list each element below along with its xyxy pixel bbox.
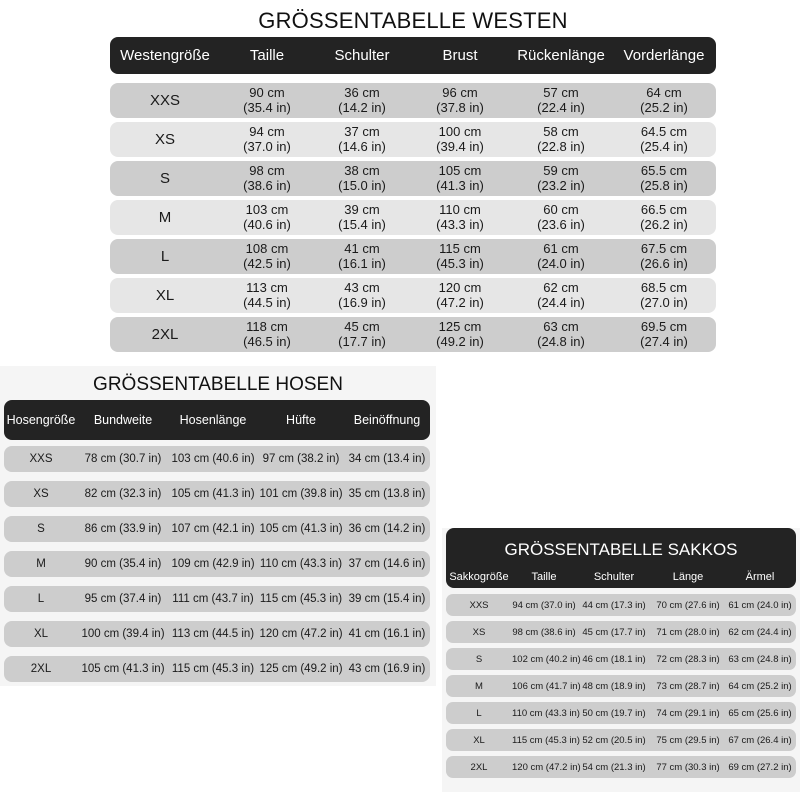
hosen-cell: 113 cm (44.5 in) <box>171 628 255 640</box>
hosen-size-table <box>0 366 436 686</box>
westen-cell <box>510 86 612 116</box>
hosen-cell: 110 cm (43.3 in) <box>259 558 343 570</box>
westen-title: GRÖSSENTABELLE WESTEN <box>258 8 568 33</box>
value-cm: 69.5 cm <box>640 318 688 334</box>
hosen-cell: 82 cm (32.3 in) <box>84 488 162 500</box>
value-in: (23.6 in) <box>537 216 585 232</box>
sakkos-cell: 64 cm (25.2 in) <box>728 680 792 692</box>
value-in: (40.6 in) <box>243 216 291 232</box>
westen-header-cell: Brust <box>442 47 478 64</box>
value-in: (39.4 in) <box>436 138 484 154</box>
sakkos-cell: 61 cm (24.0 in) <box>728 599 792 611</box>
sakkos-header-cell: Länge <box>672 571 704 583</box>
hosen-header-cell: Hosenlänge <box>179 413 247 427</box>
size-label: XL <box>473 734 485 746</box>
size-label: M <box>36 558 46 570</box>
value-in: (37.8 in) <box>436 99 484 115</box>
value-cm: 100 cm <box>438 123 482 139</box>
value-in: (22.4 in) <box>537 99 585 115</box>
sakkos-row <box>446 675 796 697</box>
value-in: (27.4 in) <box>640 333 688 349</box>
sakkos-cell: 65 cm (25.6 in) <box>728 707 792 719</box>
hosen-cell: 35 cm (13.8 in) <box>348 488 426 500</box>
hosen-cell: 111 cm (43.7 in) <box>172 593 254 605</box>
westen-cell <box>220 86 314 116</box>
sakkos-cell: 77 cm (30.3 in) <box>656 761 720 773</box>
sakkos-cell: 71 cm (28.0 in) <box>656 626 720 638</box>
value-cm: 118 cm <box>246 318 288 334</box>
westen-row <box>110 122 716 157</box>
value-cm: 59 cm <box>543 162 579 178</box>
value-in: (15.0 in) <box>338 177 386 193</box>
westen-cell <box>220 164 314 194</box>
sakkos-cell: 46 cm (18.1 in) <box>582 653 646 665</box>
value-in: (49.2 in) <box>436 333 484 349</box>
value-cm: 37 cm <box>344 123 380 139</box>
hosen-header-cell: Beinöffnung <box>353 413 421 427</box>
hosen-cell: 115 cm (45.3 in) <box>171 663 255 675</box>
value-cm: 62 cm <box>543 279 579 295</box>
westen-cell <box>314 203 410 233</box>
westen-header-cell: Rückenlänge <box>517 47 605 64</box>
size-label: S <box>37 523 45 535</box>
value-cm: 61 cm <box>543 240 579 256</box>
sakkos-cell: 94 cm (37.0 in) <box>512 599 576 611</box>
hosen-cell: 100 cm (39.4 in) <box>81 628 165 640</box>
sakkos-cell: 102 cm (40.2 in) <box>512 653 581 665</box>
value-cm: 57 cm <box>543 84 579 100</box>
sakkos-header-row <box>446 566 796 588</box>
sakkos-row <box>446 648 796 670</box>
value-cm: 90 cm <box>249 84 285 100</box>
value-in: (45.3 in) <box>436 255 484 271</box>
sakkos-cell: 106 cm (41.7 in) <box>512 680 581 692</box>
westen-cell <box>612 164 716 194</box>
value-in: (43.3 in) <box>436 216 484 232</box>
value-cm: 67.5 cm <box>640 240 688 256</box>
size-label: XL <box>155 287 175 304</box>
hosen-cell: 101 cm (39.8 in) <box>259 488 343 500</box>
westen-cell <box>220 320 314 350</box>
westen-cell <box>612 242 716 272</box>
sakkos-cell: 75 cm (29.5 in) <box>656 734 720 746</box>
westen-cell <box>410 281 510 311</box>
westen-cell <box>510 203 612 233</box>
value-cm: 113 cm <box>246 279 288 295</box>
westen-cell <box>612 203 716 233</box>
sakkos-cell: 69 cm (27.2 in) <box>728 761 792 773</box>
hosen-cell: 125 cm (49.2 in) <box>259 663 343 675</box>
value-cm: 43 cm <box>344 279 380 295</box>
size-label: 2XL <box>30 663 52 675</box>
value-in: (26.2 in) <box>640 216 688 232</box>
size-label: XL <box>33 628 49 640</box>
sakkos-header-cell: Sakkogröße <box>449 571 509 583</box>
value-cm: 108 cm <box>245 240 289 256</box>
value-cm: 60 cm <box>543 201 579 217</box>
westen-cell <box>410 125 510 155</box>
value-in: (38.6 in) <box>243 177 291 193</box>
sakkos-cell: 110 cm (43.3 in) <box>512 707 580 719</box>
westen-row <box>110 200 716 235</box>
hosen-cell: 109 cm (42.9 in) <box>171 558 255 570</box>
value-cm: 38 cm <box>344 162 380 178</box>
sakkos-row <box>446 702 796 724</box>
westen-cell <box>510 242 612 272</box>
sakkos-cell: 54 cm (21.3 in) <box>582 761 646 773</box>
westen-cell <box>410 203 510 233</box>
value-in: (15.4 in) <box>338 216 386 232</box>
value-in: (47.2 in) <box>436 294 484 310</box>
value-cm: 36 cm <box>344 84 380 100</box>
hosen-row <box>4 481 430 507</box>
sakkos-row <box>446 594 796 616</box>
westen-cell <box>314 125 410 155</box>
size-label: 2XL <box>470 761 488 773</box>
value-in: (16.1 in) <box>338 255 386 271</box>
westen-header-row <box>110 37 716 74</box>
westen-cell <box>510 164 612 194</box>
hosen-cell: 107 cm (42.1 in) <box>171 523 255 535</box>
value-cm: 115 cm <box>439 240 481 256</box>
value-in: (16.9 in) <box>338 294 386 310</box>
value-in: (17.7 in) <box>338 333 386 349</box>
westen-row <box>110 317 716 352</box>
sakkos-cell: 120 cm (47.2 in) <box>512 761 581 773</box>
sakkos-cell: 73 cm (28.7 in) <box>656 680 720 692</box>
value-cm: 66.5 cm <box>640 201 688 217</box>
hosen-row <box>4 516 430 542</box>
value-in: (35.4 in) <box>243 99 291 115</box>
hosen-cell: 95 cm (37.4 in) <box>84 593 162 605</box>
size-label: S <box>159 170 170 187</box>
westen-row <box>110 278 716 313</box>
westen-cell <box>410 242 510 272</box>
value-in: (42.5 in) <box>243 255 291 271</box>
size-label: 2XL <box>151 326 179 343</box>
value-in: (14.6 in) <box>338 138 386 154</box>
sakkos-cell: 52 cm (20.5 in) <box>582 734 646 746</box>
hosen-cell: 97 cm (38.2 in) <box>262 453 340 465</box>
value-cm: 64.5 cm <box>640 123 688 139</box>
value-cm: 96 cm <box>442 84 478 100</box>
westen-cell <box>612 320 716 350</box>
sakkos-header-cell: Taille <box>531 571 557 583</box>
sakkos-cell: 72 cm (28.3 in) <box>656 653 720 665</box>
westen-row <box>110 161 716 196</box>
hosen-header-cell: Bundweite <box>93 413 153 427</box>
hosen-row <box>4 621 430 647</box>
hosen-header-cell: Hüfte <box>286 413 316 427</box>
westen-cell <box>314 86 410 116</box>
value-cm: 110 cm <box>439 201 481 217</box>
hosen-cell: 105 cm (41.3 in) <box>259 523 343 535</box>
sakkos-cell: 50 cm (19.7 in) <box>582 707 646 719</box>
sakkos-cell: 48 cm (18.9 in) <box>582 680 646 692</box>
hosen-cell: 105 cm (41.3 in) <box>171 488 255 500</box>
value-in: (26.6 in) <box>640 255 688 271</box>
westen-cell <box>410 86 510 116</box>
value-in: (25.8 in) <box>640 177 688 193</box>
value-in: (22.8 in) <box>537 138 585 154</box>
hosen-cell: 34 cm (13.4 in) <box>348 453 426 465</box>
sakkos-header-cell: Schulter <box>593 571 635 583</box>
value-cm: 125 cm <box>438 318 482 334</box>
hosen-cell: 36 cm (14.2 in) <box>348 523 426 535</box>
westen-header-cell: Vorderlänge <box>623 47 705 64</box>
sakkos-cell: 45 cm (17.7 in) <box>582 626 646 638</box>
sakkos-header-cell: Ärmel <box>745 571 775 583</box>
size-label: XS <box>33 488 49 500</box>
sakkos-cell: 115 cm (45.3 in) <box>512 734 580 746</box>
westen-cell <box>314 320 410 350</box>
size-label: L <box>160 248 170 265</box>
hosen-cell: 115 cm (45.3 in) <box>259 593 343 605</box>
westen-cell <box>612 125 716 155</box>
hosen-cell: 39 cm (15.4 in) <box>348 593 426 605</box>
size-label: XXS <box>469 599 489 611</box>
value-in: (37.0 in) <box>243 138 291 154</box>
value-cm: 98 cm <box>249 162 285 178</box>
hosen-cell: 41 cm (16.1 in) <box>348 628 426 640</box>
sakkos-cell: 44 cm (17.3 in) <box>582 599 646 611</box>
westen-row <box>110 239 716 274</box>
hosen-cell: 120 cm (47.2 in) <box>259 628 343 640</box>
value-cm: 105 cm <box>438 162 482 178</box>
hosen-cell: 86 cm (33.9 in) <box>84 523 162 535</box>
sakkos-cell: 62 cm (24.4 in) <box>728 626 792 638</box>
westen-cell <box>314 242 410 272</box>
hosen-cell: 37 cm (14.6 in) <box>348 558 426 570</box>
value-cm: 68.5 cm <box>640 279 688 295</box>
westen-size-table <box>110 0 716 352</box>
value-cm: 39 cm <box>344 201 380 217</box>
westen-cell <box>220 203 314 233</box>
hosen-row <box>4 656 430 682</box>
westen-cell <box>510 281 612 311</box>
sakkos-cell: 63 cm (24.8 in) <box>728 653 792 665</box>
size-label: L <box>476 707 482 719</box>
hosen-cell: 90 cm (35.4 in) <box>84 558 162 570</box>
value-cm: 63 cm <box>543 318 579 334</box>
hosen-cell: 78 cm (30.7 in) <box>84 453 162 465</box>
size-label: S <box>475 653 483 665</box>
westen-cell <box>410 320 510 350</box>
hosen-cell: 43 cm (16.9 in) <box>348 663 426 675</box>
westen-header-cell: Taille <box>249 47 285 64</box>
sakkos-size-table <box>442 528 800 792</box>
value-in: (24.8 in) <box>537 333 585 349</box>
hosen-title: GRÖSSENTABELLE HOSEN <box>93 374 343 395</box>
sakkos-rows <box>442 594 800 778</box>
westen-cell <box>314 164 410 194</box>
hosen-header-cell: Hosengröße <box>6 413 76 427</box>
sakkos-cell: 67 cm (26.4 in) <box>728 734 792 746</box>
hosen-row <box>4 551 430 577</box>
value-in: (14.2 in) <box>338 99 386 115</box>
value-in: (25.4 in) <box>640 138 688 154</box>
sakkos-row <box>446 756 796 778</box>
value-in: (46.5 in) <box>243 333 291 349</box>
hosen-rows <box>0 446 436 682</box>
westen-header-cell: Westengröße <box>120 47 210 64</box>
sakkos-cell: 98 cm (38.6 in) <box>512 626 576 638</box>
value-in: (44.5 in) <box>243 294 291 310</box>
sakkos-title: GRÖSSENTABELLE SAKKOS <box>446 528 796 566</box>
size-label: L <box>37 593 45 605</box>
size-label: XS <box>472 626 486 638</box>
hosen-cell: 103 cm (40.6 in) <box>171 453 255 465</box>
value-cm: 94 cm <box>249 123 285 139</box>
value-cm: 120 cm <box>438 279 482 295</box>
hosen-row <box>4 446 430 472</box>
westen-cell <box>510 320 612 350</box>
hosen-cell: 105 cm (41.3 in) <box>81 663 165 675</box>
value-in: (23.2 in) <box>537 177 585 193</box>
sakkos-row <box>446 729 796 751</box>
value-in: (27.0 in) <box>640 294 688 310</box>
westen-header-cell: Schulter <box>334 47 390 64</box>
value-cm: 64 cm <box>646 84 682 100</box>
value-in: (25.2 in) <box>640 99 688 115</box>
westen-cell <box>220 125 314 155</box>
westen-cell <box>410 164 510 194</box>
sakkos-cell: 74 cm (29.1 in) <box>656 707 720 719</box>
hosen-header-row <box>4 400 430 440</box>
size-label: XS <box>154 131 175 148</box>
sakkos-cell: 70 cm (27.6 in) <box>656 599 720 611</box>
westen-cell <box>510 125 612 155</box>
value-cm: 103 cm <box>245 201 289 217</box>
value-in: (41.3 in) <box>436 177 484 193</box>
value-in: (24.0 in) <box>537 255 585 271</box>
value-cm: 45 cm <box>344 318 380 334</box>
value-in: (24.4 in) <box>537 294 585 310</box>
size-label: XXS <box>29 453 53 465</box>
hosen-row <box>4 586 430 612</box>
size-label: XXS <box>149 92 180 109</box>
size-label: M <box>158 209 172 226</box>
value-cm: 41 cm <box>344 240 380 256</box>
westen-row <box>110 83 716 118</box>
westen-rows <box>110 74 716 352</box>
size-label: M <box>475 680 483 692</box>
westen-cell <box>314 281 410 311</box>
sakkos-row <box>446 621 796 643</box>
westen-cell <box>612 86 716 116</box>
westen-cell <box>220 281 314 311</box>
westen-cell <box>612 281 716 311</box>
westen-cell <box>220 242 314 272</box>
value-cm: 65.5 cm <box>640 162 688 178</box>
value-cm: 58 cm <box>543 123 579 139</box>
